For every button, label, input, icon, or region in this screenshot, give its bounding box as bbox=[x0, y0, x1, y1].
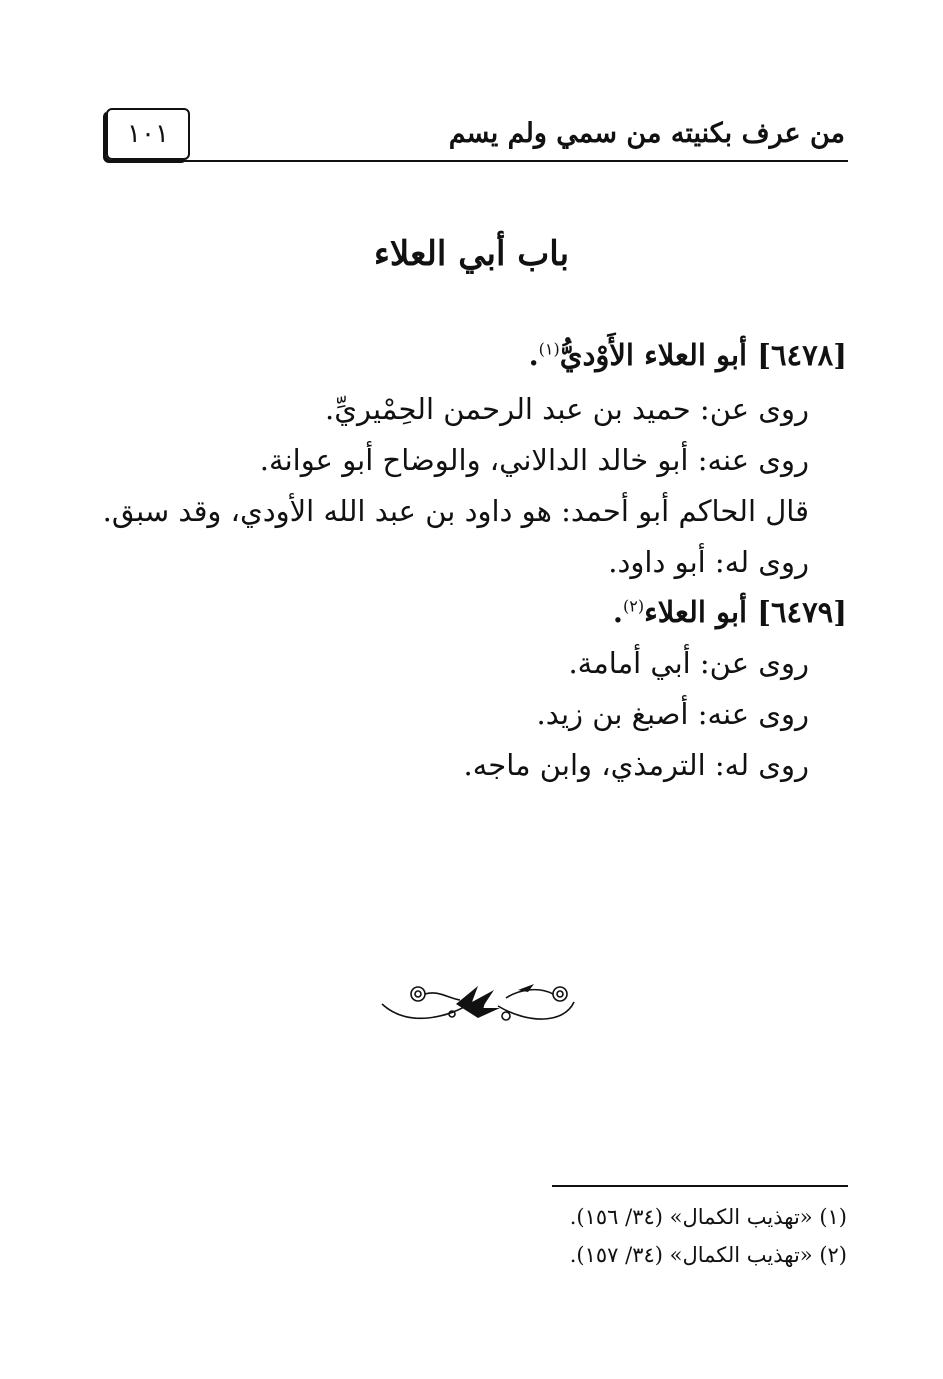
entry-line: روى له: أبو داود. bbox=[608, 545, 809, 579]
entry-number: [٦٤٧٨] bbox=[757, 338, 847, 372]
running-title: من عرف بكنيته من سمي ولم يسم bbox=[448, 118, 845, 149]
entry-line: روى له: الترمذي، وابن ماجه. bbox=[463, 748, 809, 782]
entry-name: أبو العلاء الأَوْديُّ bbox=[559, 338, 748, 372]
entry-line: روى عنه: أبو خالد الدالاني، والوضاح أبو عوانة. bbox=[259, 443, 809, 477]
footnote-ref: (٢) bbox=[622, 596, 645, 616]
entry-line: روى عنه: أصبغ بن زيد. bbox=[536, 697, 809, 731]
ornament-divider bbox=[378, 968, 578, 1032]
entry-end: . bbox=[528, 338, 539, 372]
entry-heading bbox=[613, 595, 847, 629]
entry-name: أبو العلاء bbox=[644, 595, 748, 629]
entry-line: قال الحاكم أبو أحمد: هو داود بن عبد الله الأودي، وقد سبق. bbox=[102, 494, 809, 528]
entry-line: روى عن: حميد بن عبد الرحمن الحِمْيريِّ. bbox=[325, 392, 809, 426]
footnote-ref: (١) bbox=[538, 339, 560, 359]
footnote: (١) «تهذيب الكمال» (٣٤/ ١٥٦). bbox=[569, 1205, 847, 1229]
footnote-rule bbox=[552, 1185, 848, 1187]
entry-heading bbox=[529, 338, 847, 372]
header-rule bbox=[108, 160, 848, 162]
entry-number: [٦٤٧٩] bbox=[757, 595, 847, 629]
page-number: ١٠١ bbox=[106, 108, 190, 160]
footnote: (٢) «تهذيب الكمال» (٣٤/ ١٥٧). bbox=[569, 1243, 847, 1267]
entry-line: روى عن: أبي أمامة. bbox=[568, 646, 809, 680]
entry-end: . bbox=[612, 595, 623, 629]
chapter-title: باب أبي العلاء bbox=[373, 234, 570, 274]
